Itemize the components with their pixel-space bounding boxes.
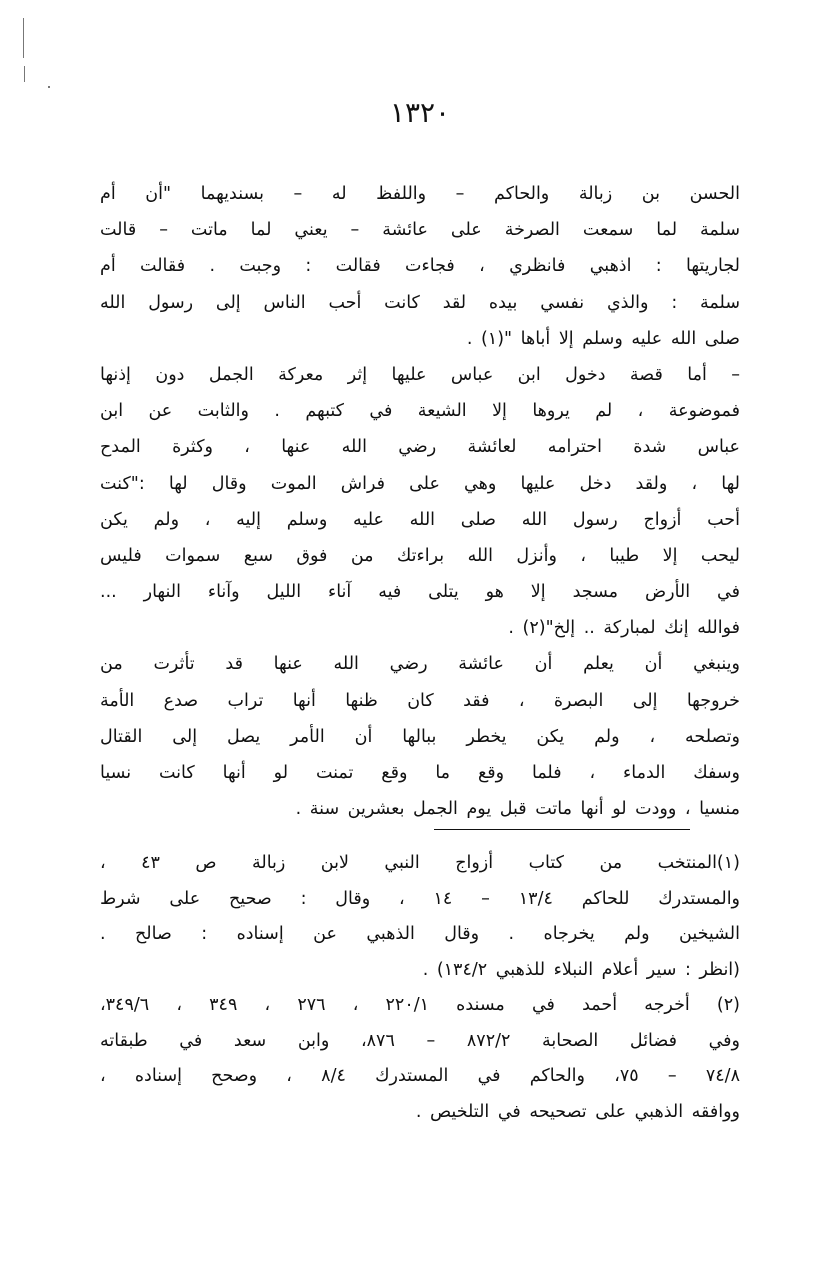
body-line: أحب أزواج رسول الله صلى الله عليه وسلم إليه ، ولم يكن: [100, 509, 740, 530]
footnote-line: (١)المنتخب من كتاب أزواج النبي لابن زبالة ص ٤٣ ،: [100, 853, 740, 873]
body-line: خروجها إلى البصرة ، فقد كان ظنها أنها تراب صدع الأمة: [100, 690, 740, 711]
body-line: فموضوعة ، لم يروها إلا الشيعة في كتبهم . والثابت عن ابن: [100, 401, 740, 422]
body-line: وسفك الدماء ، فلما وقع ما وقع تمنت لو أنها كانت نسيا: [100, 763, 740, 783]
footnote-line: والمستدرك للحاكم ١٣/٤ – ١٤ ، وقال : صحيح على شرط: [100, 888, 740, 909]
scan-mark-top: [23, 18, 24, 58]
scan-dot: [48, 86, 50, 88]
footnote-line: الشيخين ولم يخرجاه . وقال الذهبي عن إسناده : صالح .: [100, 924, 740, 944]
body-line: سلمة : والذي نفسي بيده لقد كانت أحب الناس إلى رسول الله: [100, 292, 740, 313]
body-line: لجاريتها : اذهبي فانظري ، فجاءت فقالت : وجبت . فقالت أم: [100, 256, 740, 277]
page-number: ١٣٢٠: [389, 96, 451, 129]
body-line: سلمة لما سمعت الصرخة على عائشة – يعني لما ماتت – قالت: [100, 220, 740, 241]
scan-mark-lower: [24, 66, 25, 82]
body-line: منسيا ، وودت لو أنها ماتت قبل يوم الجمل بعشرين سنة .: [295, 799, 740, 820]
body-line: لها ، ولقد دخل عليها وهي على فراش الموت وقال لها :"كنت: [100, 473, 740, 494]
main-text: [100, 176, 740, 827]
body-line: الحسن بن زبالة والحاكم – واللفظ له – بسنديهما "أن أم: [100, 184, 740, 204]
footnote-divider: [434, 829, 690, 830]
body-line: ليحب إلا طيبا ، وأنزل الله براءتك من فوق سبع سموات فليس: [100, 545, 740, 566]
footnote-line: (٢) أخرجه أحمد في مسنده ٢٢٠/١ ، ٢٧٦ ، ٣٤٩ ، ٣٤٩/٦،: [100, 995, 740, 1015]
body-line: – أما قصة دخول ابن عباس عليها إثر معركة الجمل دون إذنها: [100, 364, 740, 385]
footnotes: [100, 846, 740, 1130]
body-line: صلى الله عليه وسلم إلا أباها "(١) .: [466, 328, 740, 349]
body-line: وينبغي أن يعلم أن عائشة رضي الله عنها قد تأثرت من: [100, 654, 740, 675]
footnote-line: وفي فضائل الصحابة ٨٧٢/٢ – ٨٧٦، وابن سعد في طبقاته: [100, 1030, 740, 1051]
footnote-line: (انظر : سير أعلام النبلاء للذهبي ١٣٤/٢) .: [422, 959, 740, 980]
body-line: فوالله إنك لمباركة .. إلخ"(٢) .: [508, 618, 740, 639]
footnote-line: ووافقه الذهبي على تصحيحه في التلخيص .: [415, 1101, 740, 1122]
body-line: في الأرض مسجد إلا هو يتلى فيه آناء الليل وآناء النهار ...: [100, 582, 740, 603]
footnote-line: ٧٤/٨ – ٧٥، والحاكم في المستدرك ٨/٤ ، وصحح إسناده ،: [100, 1066, 740, 1086]
body-line: وتصلحه ، ولم يكن يخطر ببالها أن الأمر يصل إلى القتال: [100, 726, 740, 747]
body-line: عباس شدة احترامه لعائشة رضي الله عنها ، وكثرة المدح: [100, 437, 740, 458]
